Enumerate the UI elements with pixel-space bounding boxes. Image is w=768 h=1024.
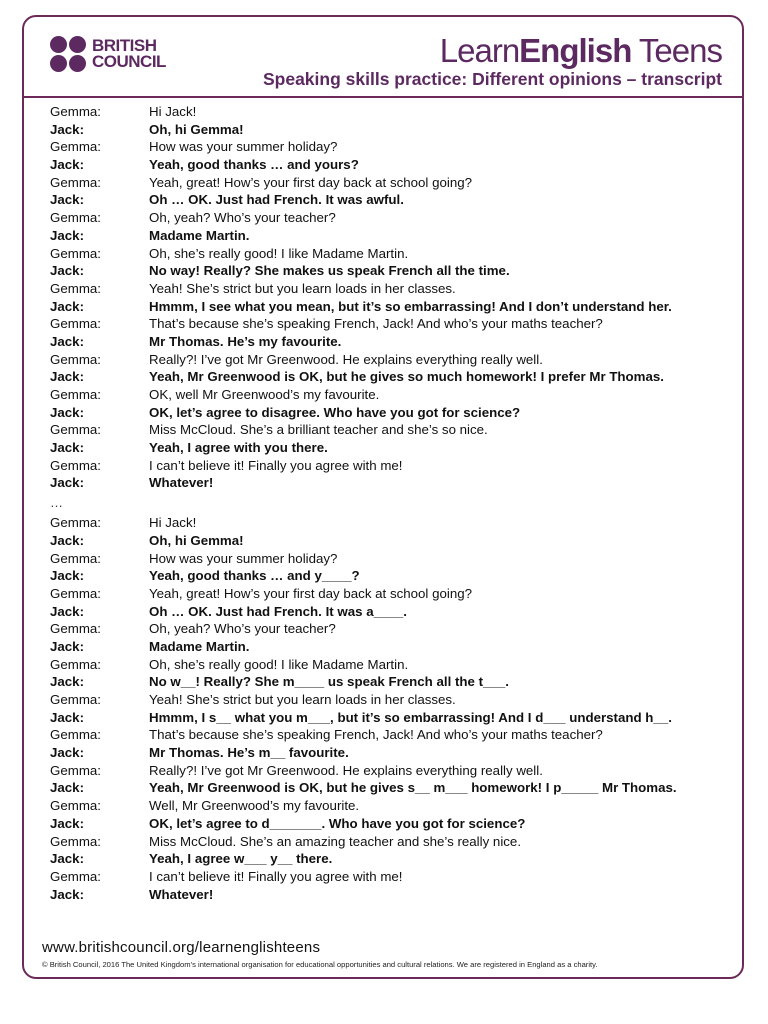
transcript-line xyxy=(50,333,730,351)
transcript xyxy=(50,103,730,903)
utterance-text: Madame Martin. xyxy=(149,638,250,654)
speaker-label: Jack: xyxy=(50,674,85,690)
speaker-label: Jack: xyxy=(50,298,85,314)
utterance-text: No w__! Really? She m____ us speak French all the t___. xyxy=(149,674,509,690)
utterance-text: Yeah, I agree w___ y__ there. xyxy=(149,851,333,867)
transcript-line xyxy=(50,191,730,209)
british-council-dots-icon xyxy=(50,36,86,72)
brand-line-1: BRITISH xyxy=(92,36,157,55)
utterance-text: Yeah! She’s strict but you learn loads in her classes. xyxy=(149,692,456,707)
utterance-text: Hi Jack! xyxy=(149,104,197,119)
speaker-label: Gemma: xyxy=(50,585,101,601)
british-council-logo xyxy=(50,36,166,72)
speaker-label: Jack: xyxy=(50,603,85,619)
utterance-text: Yeah, Mr Greenwood is OK, but he gives s__ m___ homework! I p_____ Mr Thomas. xyxy=(149,780,677,796)
transcript-line xyxy=(50,280,730,298)
transcript-line xyxy=(50,532,730,550)
transcript-line xyxy=(50,156,730,174)
speaker-label: Jack: xyxy=(50,532,85,548)
utterance-text: OK, let’s agree to d_______. Who have you got for science? xyxy=(149,815,526,831)
transcript-line xyxy=(50,886,730,904)
speaker-label: Jack: xyxy=(50,121,85,137)
footer-url[interactable]: www.britishcouncil.org/learnenglishteens xyxy=(42,939,321,956)
speaker-label: Gemma: xyxy=(50,422,101,438)
utterance-text: Miss McCloud. She’s a brilliant teacher and she’s so nice. xyxy=(149,422,488,438)
speaker-label: Gemma: xyxy=(50,457,101,473)
speaker-label: Gemma: xyxy=(50,762,101,778)
transcript-line xyxy=(50,227,730,245)
utterance-text: Yeah, great! How’s your first day back at school going? xyxy=(149,585,473,601)
transcript-line xyxy=(50,656,730,674)
speaker-label: Gemma: xyxy=(50,210,101,226)
transcript-line xyxy=(50,603,730,621)
transcript-line xyxy=(50,439,730,457)
speaker-label: Gemma: xyxy=(50,280,101,296)
utterance-text: Oh, yeah? Who’s your teacher? xyxy=(149,210,336,226)
transcript-line xyxy=(50,620,730,638)
british-council-wordmark xyxy=(92,38,166,70)
speaker-label: Jack: xyxy=(50,157,85,173)
transcript-line xyxy=(50,404,730,422)
utterance-text: Miss McCloud. She’s an amazing teacher and she’s really nice. xyxy=(149,833,522,849)
speaker-label: Gemma: xyxy=(50,727,101,743)
transcript-line xyxy=(50,138,730,156)
utterance-text: Oh, yeah? Who’s your teacher? xyxy=(149,621,336,637)
transcript-line xyxy=(50,368,730,386)
transcript-line xyxy=(50,673,730,691)
transcript-line xyxy=(50,691,730,709)
utterance-text: OK, let’s agree to disagree. Who have you got for science? xyxy=(149,404,521,420)
utterance-text: Mr Thomas. He’s m__ favourite. xyxy=(149,745,349,761)
speaker-label: Jack: xyxy=(50,440,85,456)
speaker-label: Gemma: xyxy=(50,174,101,190)
utterance-text: How was your summer holiday? xyxy=(149,550,338,566)
utterance-text: Yeah, I agree with you there. xyxy=(149,440,328,456)
utterance-text: Oh … OK. Just had French. It was a____. xyxy=(149,603,407,619)
transcript-line xyxy=(50,121,730,139)
speaker-label: Jack: xyxy=(50,745,85,761)
transcript-line xyxy=(50,815,730,833)
page-title: Speaking skills practice: Different opinions – transcript xyxy=(262,69,722,89)
speaker-label: Gemma: xyxy=(50,868,101,884)
speaker-label: Jack: xyxy=(50,780,85,796)
utterance-text: Hi Jack! xyxy=(149,515,197,531)
brand-line-2: COUNCIL xyxy=(92,52,166,71)
transcript-line xyxy=(50,797,730,815)
utterance-text: Oh, hi Gemma! xyxy=(149,121,244,137)
utterance-text: Really?! I’ve got Mr Greenwood. He explains everything really well. xyxy=(149,351,543,367)
speaker-label: Jack: xyxy=(50,851,85,867)
speaker-label: Gemma: xyxy=(50,245,101,261)
speaker-label: Gemma: xyxy=(50,104,101,119)
header-divider xyxy=(23,96,743,98)
speaker-label: Gemma: xyxy=(50,316,101,332)
speaker-label: Jack: xyxy=(50,475,85,491)
transcript-line xyxy=(50,850,730,868)
utterance-text: OK, well Mr Greenwood’s my favourite. xyxy=(149,387,380,402)
utterance-text: Oh … OK. Just had French. It was awful. xyxy=(149,192,404,208)
utterance-text: Yeah, good thanks … and y____? xyxy=(149,568,360,584)
utterance-text: That’s because she’s speaking French, Jack! And who’s your maths teacher? xyxy=(149,316,603,332)
transcript-line xyxy=(50,762,730,780)
speaker-label: Jack: xyxy=(50,192,85,208)
transcript-line xyxy=(50,567,730,585)
footer-legal: © British Council, 2016 The United Kingdom’s international organisation for educational opportunities and cultural relations. We are registered in England as a charity. xyxy=(42,960,598,969)
learnenglish-teens-logo xyxy=(440,32,722,70)
utterance-text: Well, Mr Greenwood’s my favourite. xyxy=(149,798,360,814)
logo-english: English xyxy=(519,32,632,69)
transcript-line xyxy=(50,474,730,492)
speaker-label: Gemma: xyxy=(50,692,101,707)
transcript-line xyxy=(50,103,730,121)
speaker-label: Gemma: xyxy=(50,550,101,566)
transcript-line xyxy=(50,315,730,333)
transcript-line xyxy=(50,386,730,404)
speaker-label: Gemma: xyxy=(50,515,101,531)
utterance-text: Yeah! She’s strict but you learn loads in her classes. xyxy=(149,280,456,296)
speaker-label: Jack: xyxy=(50,815,85,831)
utterance-text: No way! Really? She makes us speak French all the time. xyxy=(149,263,510,279)
transcript-line xyxy=(50,638,730,656)
utterance-text: Yeah, good thanks … and yours? xyxy=(149,157,359,173)
speaker-label: Jack: xyxy=(50,638,85,654)
speaker-label: Gemma: xyxy=(50,798,101,814)
transcript-line xyxy=(50,585,730,603)
speaker-label: Jack: xyxy=(50,404,85,420)
transcript-line xyxy=(50,868,730,886)
utterance-text: Hmmm, I see what you mean, but it’s so embarrassing! And I don’t understand her. xyxy=(149,298,672,314)
utterance-text: How was your summer holiday? xyxy=(149,139,338,155)
utterance-text: Mr Thomas. He’s my favourite. xyxy=(149,333,342,349)
speaker-label: Gemma: xyxy=(50,833,101,849)
utterance-text: That’s because she’s speaking French, Jack! And who’s your maths teacher? xyxy=(149,727,603,743)
speaker-label: Gemma: xyxy=(50,351,101,367)
speaker-label: Jack: xyxy=(50,369,85,385)
transcript-line xyxy=(50,457,730,475)
transcript-section-1 xyxy=(50,103,730,492)
utterance-text: Whatever! xyxy=(149,886,214,902)
section-separator: … xyxy=(50,495,63,511)
utterance-text: Hmmm, I s__ what you m___, but it’s so embarrassing! And I d___ understand h__. xyxy=(149,709,672,725)
speaker-label: Gemma: xyxy=(50,656,101,672)
utterance-text: Oh, she’s really good! I like Madame Martin. xyxy=(149,245,409,261)
transcript-line xyxy=(50,726,730,744)
logo-teens: Teens xyxy=(631,32,722,69)
transcript-line xyxy=(50,550,730,568)
utterance-text: Whatever! xyxy=(149,475,214,491)
utterance-text: Oh, hi Gemma! xyxy=(149,532,244,548)
transcript-line xyxy=(50,262,730,280)
transcript-line xyxy=(50,209,730,227)
speaker-label: Gemma: xyxy=(50,387,101,402)
speaker-label: Jack: xyxy=(50,263,85,279)
transcript-line xyxy=(50,833,730,851)
transcript-line xyxy=(50,514,730,532)
transcript-line xyxy=(50,174,730,192)
transcript-line xyxy=(50,351,730,369)
transcript-line xyxy=(50,421,730,439)
transcript-line xyxy=(50,245,730,263)
speaker-label: Jack: xyxy=(50,568,85,584)
utterance-text: Really?! I’ve got Mr Greenwood. He explains everything really well. xyxy=(149,762,543,778)
transcript-line xyxy=(50,744,730,762)
speaker-label: Jack: xyxy=(50,709,85,725)
transcript-line xyxy=(50,709,730,727)
speaker-label: Jack: xyxy=(50,227,85,243)
utterance-text: Oh, she’s really good! I like Madame Martin. xyxy=(149,656,409,672)
utterance-text: I can’t believe it! Finally you agree with me! xyxy=(149,457,403,473)
utterance-text: Yeah, Mr Greenwood is OK, but he gives so much homework! I prefer Mr Thomas. xyxy=(149,369,664,385)
speaker-label: Jack: xyxy=(50,333,85,349)
speaker-label: Jack: xyxy=(50,886,85,902)
transcript-line xyxy=(50,779,730,797)
transcript-section-2 xyxy=(50,514,730,903)
transcript-line xyxy=(50,298,730,316)
utterance-text: Madame Martin. xyxy=(149,227,250,243)
utterance-text: I can’t believe it! Finally you agree with me! xyxy=(149,868,403,884)
utterance-text: Yeah, great! How’s your first day back at school going? xyxy=(149,174,473,190)
speaker-label: Gemma: xyxy=(50,621,101,637)
logo-learn: Learn xyxy=(439,32,520,69)
speaker-label: Gemma: xyxy=(50,139,101,155)
